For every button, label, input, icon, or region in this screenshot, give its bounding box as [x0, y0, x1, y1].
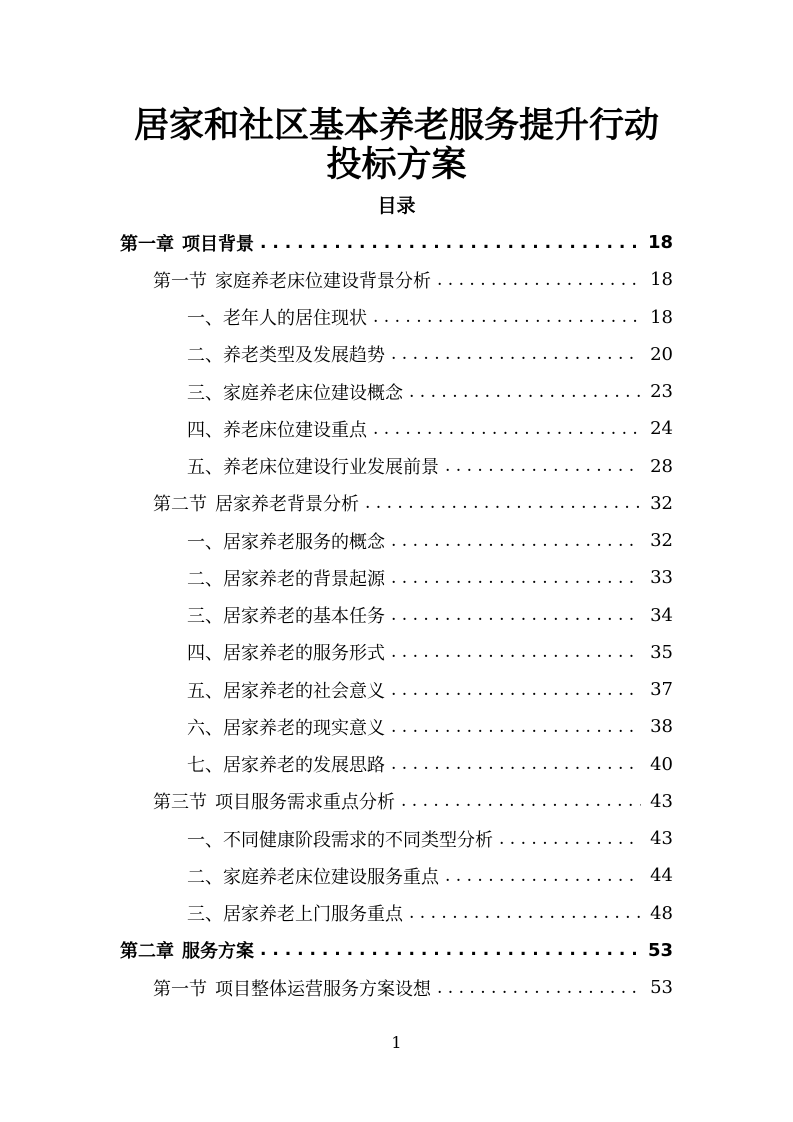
toc-entry[interactable]: [0, 336, 793, 373]
toc-dot-leader: [409, 382, 641, 402]
toc-entry[interactable]: [0, 224, 793, 261]
toc-entry-label: [187, 639, 385, 665]
toc-entry-text: 三、家庭养老床位建设概念: [187, 382, 403, 404]
toc-dot-leader: [391, 717, 641, 737]
toc-dot-leader: [260, 940, 641, 960]
toc-entry-text: 一、居家养老服务的概念: [187, 531, 385, 553]
toc-entry[interactable]: [0, 634, 793, 671]
toc-dot-leader: [391, 344, 641, 364]
toc-entry-text: 一、老年人的居住现状: [187, 308, 367, 330]
toc-entry-text: 二、养老类型及发展趋势: [187, 345, 385, 367]
toc-entry-number: 第一节: [153, 978, 207, 1000]
toc-dot-leader: [437, 270, 641, 290]
toc-entry-label: [187, 677, 385, 703]
document-title-line-2: 投标方案: [326, 145, 467, 185]
toc-dot-leader: [391, 605, 641, 625]
toc-entry-page: 33: [650, 567, 673, 589]
toc-entry-number: 第二章: [120, 941, 174, 963]
toc-entry-page: 38: [650, 716, 673, 738]
toc-dot-leader: [260, 233, 641, 253]
toc-entry-page: 53: [647, 939, 673, 961]
toc-entry[interactable]: [0, 597, 793, 634]
toc-entry-label: [153, 788, 395, 814]
toc-entry-text: 家庭养老床位建设背景分析: [215, 270, 431, 292]
toc-dot-leader: [373, 307, 641, 327]
toc-entry[interactable]: [0, 559, 793, 596]
toc-entry-page: 35: [650, 641, 673, 663]
toc-entry[interactable]: [0, 410, 793, 447]
toc-entry-page: 44: [650, 865, 673, 887]
toc-entry[interactable]: [0, 857, 793, 894]
toc-entry-text: 项目整体运营服务方案设想: [215, 978, 431, 1000]
toc-entry-text: 二、居家养老的背景起源: [187, 568, 385, 590]
toc-entry-text: 六、居家养老的现实意义: [187, 717, 385, 739]
toc-entry[interactable]: [0, 708, 793, 745]
toc-dot-leader: [499, 829, 641, 849]
toc-entry[interactable]: [0, 522, 793, 559]
table-of-contents: [0, 224, 793, 1006]
toc-dot-leader: [391, 642, 641, 662]
toc-dot-leader: [445, 456, 641, 476]
toc-entry-label: [120, 230, 254, 256]
toc-entry-page: 43: [650, 828, 673, 850]
toc-entry[interactable]: [0, 373, 793, 410]
toc-entry[interactable]: [0, 485, 793, 522]
toc-entry-label: [187, 453, 439, 479]
toc-entry-label: [187, 565, 385, 591]
toc-entry[interactable]: [0, 820, 793, 857]
toc-dot-leader: [391, 531, 641, 551]
toc-entry[interactable]: [0, 932, 793, 969]
toc-dot-leader: [391, 754, 641, 774]
toc-entry-number: 第三节: [153, 792, 207, 814]
toc-entry[interactable]: [0, 671, 793, 708]
toc-entry-label: [187, 528, 385, 554]
toc-entry-label: [187, 900, 403, 926]
toc-entry-page: 34: [650, 604, 673, 626]
toc-entry-label: [187, 714, 385, 740]
toc-entry-page: 53: [650, 977, 673, 999]
toc-entry-page: 18: [650, 269, 673, 291]
toc-entry-page: 48: [650, 902, 673, 924]
toc-dot-leader: [391, 680, 641, 700]
toc-entry-number: 第一章: [120, 233, 174, 255]
toc-entry[interactable]: [0, 261, 793, 298]
toc-entry-text: 四、养老床位建设重点: [187, 419, 367, 441]
toc-entry-page: 20: [650, 343, 673, 365]
toc-entry[interactable]: [0, 299, 793, 336]
toc-entry-page: 28: [650, 455, 673, 477]
toc-entry-text: 七、居家养老的发展思路: [187, 755, 385, 777]
toc-entry-page: 37: [650, 679, 673, 701]
toc-entry-text: 项目服务需求重点分析: [215, 792, 395, 814]
toc-entry-label: [187, 416, 367, 442]
toc-entry-label: [187, 826, 493, 852]
toc-entry-text: 三、居家养老的基本任务: [187, 606, 385, 628]
toc-heading: 目录: [377, 195, 416, 217]
toc-entry-text: 项目背景: [182, 233, 254, 255]
toc-entry-label: [187, 341, 385, 367]
toc-dot-leader: [365, 493, 641, 513]
toc-entry-number: 第一节: [153, 270, 207, 292]
toc-entry-page: 18: [650, 306, 673, 328]
toc-entry-label: [120, 937, 254, 963]
toc-entry-label: [153, 267, 431, 293]
toc-entry-text: 一、不同健康阶段需求的不同类型分析: [187, 829, 493, 851]
toc-dot-leader: [373, 419, 641, 439]
toc-entry-page: 23: [650, 381, 673, 403]
toc-entry-text: 居家养老背景分析: [215, 494, 359, 516]
toc-entry-page: 40: [650, 753, 673, 775]
toc-entry-label: [187, 379, 403, 405]
toc-entry-label: [187, 863, 439, 889]
toc-entry[interactable]: [0, 448, 793, 485]
toc-entry-label: [153, 975, 431, 1001]
toc-dot-leader: [437, 978, 641, 998]
toc-entry-page: 43: [650, 790, 673, 812]
toc-dot-leader: [445, 866, 641, 886]
toc-entry-label: [187, 751, 385, 777]
toc-entry-text: 五、居家养老的社会意义: [187, 680, 385, 702]
toc-entry-label: [187, 304, 367, 330]
toc-entry[interactable]: [0, 895, 793, 932]
toc-entry-text: 二、家庭养老床位建设服务重点: [187, 866, 439, 888]
toc-entry-text: 四、居家养老的服务形式: [187, 643, 385, 665]
toc-dot-leader: [391, 568, 641, 588]
document-title-line-1: 居家和社区基本养老服务提升行动: [133, 106, 659, 146]
toc-entry-page: 24: [650, 418, 673, 440]
toc-entry-text: 五、养老床位建设行业发展前景: [187, 457, 439, 479]
toc-dot-leader: [409, 903, 641, 923]
toc-entry-text: 服务方案: [182, 941, 254, 963]
toc-entry-text: 三、居家养老上门服务重点: [187, 904, 403, 926]
toc-entry-page: 32: [650, 492, 673, 514]
toc-entry-label: [187, 602, 385, 628]
toc-dot-leader: [401, 791, 641, 811]
toc-entry[interactable]: [0, 969, 793, 1006]
toc-entry-label: [153, 490, 359, 516]
toc-entry[interactable]: [0, 746, 793, 783]
toc-entry-number: 第二节: [153, 494, 207, 516]
page-number: 1: [391, 1033, 402, 1052]
toc-entry-page: 18: [647, 232, 673, 254]
toc-entry[interactable]: [0, 783, 793, 820]
toc-entry-page: 32: [650, 530, 673, 552]
